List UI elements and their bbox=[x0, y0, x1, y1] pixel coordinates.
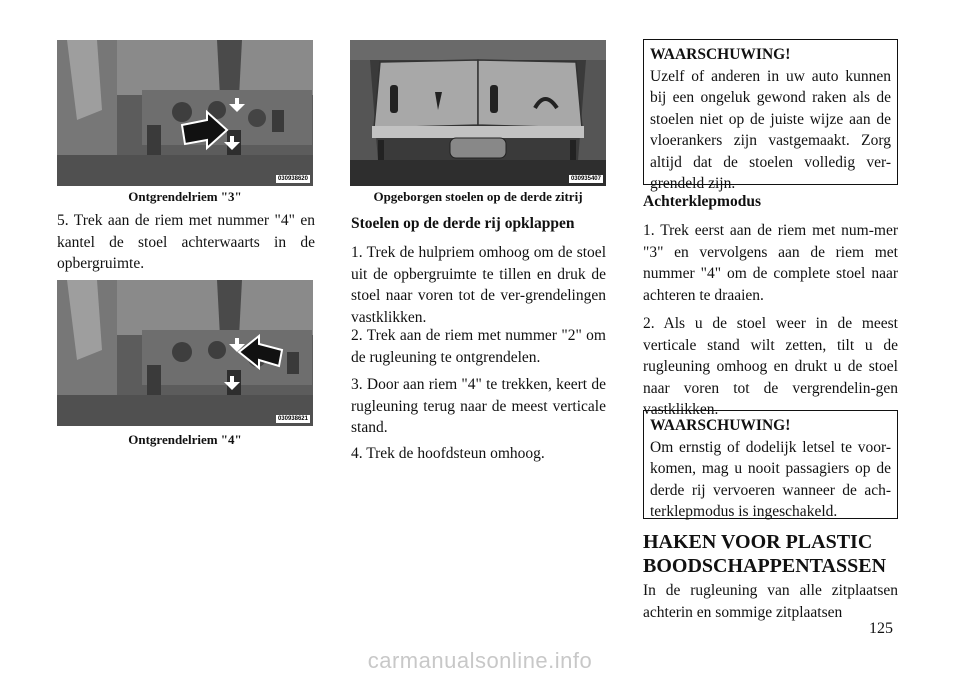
fold-up-step-2: 2. Trek aan de riem met nummer "2" om de rugleuning te ontgrendelen. bbox=[351, 327, 606, 366]
warning-title: WAARSCHUWING! bbox=[650, 46, 791, 63]
shopping-bag-hooks-intro: In de rugleuning van alle zitplaatsen achterin en sommige zitplaatsen bbox=[643, 582, 898, 621]
figure-stowed-third-row bbox=[350, 40, 606, 186]
page-number: 125 bbox=[869, 620, 893, 637]
watermark-text: carmanualsonline.info bbox=[367, 648, 593, 673]
figure-release-strap-4 bbox=[57, 280, 313, 426]
figure-code: 030938621 bbox=[277, 416, 308, 422]
fold-up-step-3: 3. Door aan riem "4" te trekken, keert de rugleuning terug naar de meest verticale stand. bbox=[351, 376, 606, 436]
figure-caption: Ontgrendelriem "4" bbox=[128, 432, 242, 447]
step-5-text: 5. Trek aan de riem met nummer "4" en kantel de stoel achterwaarts in de opbergruimte. bbox=[57, 212, 315, 272]
section-heading-fold-up: Stoelen op de derde rij opklappen bbox=[351, 215, 575, 232]
figure-caption: Ontgrendelriem "3" bbox=[128, 189, 242, 204]
tailgate-step-1: 1. Trek eerst aan de riem met num-mer "3" en vervolgens aan de riem met nummer "4" om de complete stoel naar achteren te draaien. bbox=[643, 222, 898, 304]
tailgate-step-2: 2. Als u de stoel weer in de meest verticale stand wilt zetten, tilt u de rugleuning omhoog en drukt u de stoel naar voren tot de vergrendelin-gen vastklikken. bbox=[643, 315, 898, 418]
warning-box-anchors bbox=[643, 39, 898, 192]
warning-title: WAARSCHUWING! bbox=[650, 417, 791, 434]
section-heading-tailgate-mode: Achterklepmodus bbox=[643, 193, 761, 210]
warning-body: Uzelf of anderen in uw auto kunnen bij een ongeluk gewond raken als de stoelen niet op de juiste wijze aan de vloerankers zijn vastgemaakt. Zorg altijd dat de stoelen volledig ver-grendeld zijn. bbox=[650, 67, 891, 192]
fold-up-step-1: 1. Trek de hulpriem omhoog om de stoel uit de opbergruimte te tillen en druk de stoel naar voren tot de ver-grendelingen vastklikken. bbox=[351, 244, 606, 326]
stowed-seats-photo bbox=[350, 40, 606, 186]
figure-code: 030938620 bbox=[277, 176, 308, 182]
figure-code: 030935407 bbox=[570, 176, 601, 182]
section-title-shopping-bag-hooks: HAKEN VOOR PLASTIC BOODSCHAPPENTASSEN bbox=[643, 531, 887, 577]
figure-release-strap-3 bbox=[57, 40, 313, 186]
seat-strap-photo-3 bbox=[57, 40, 313, 186]
fold-up-step-4: 4. Trek de hoofdsteun omhoog. bbox=[351, 445, 545, 462]
figure-caption: Opgeborgen stoelen op de derde zitrij bbox=[373, 189, 583, 204]
seat-strap-photo-4 bbox=[57, 280, 313, 426]
warning-box-passengers bbox=[643, 410, 898, 519]
warning-body: Om ernstig of dodelijk letsel te voor-komen, mag u nooit passagiers op de derde rij vervoeren wanneer de ach-terklepmodus is ingeschakeld. bbox=[650, 438, 891, 520]
